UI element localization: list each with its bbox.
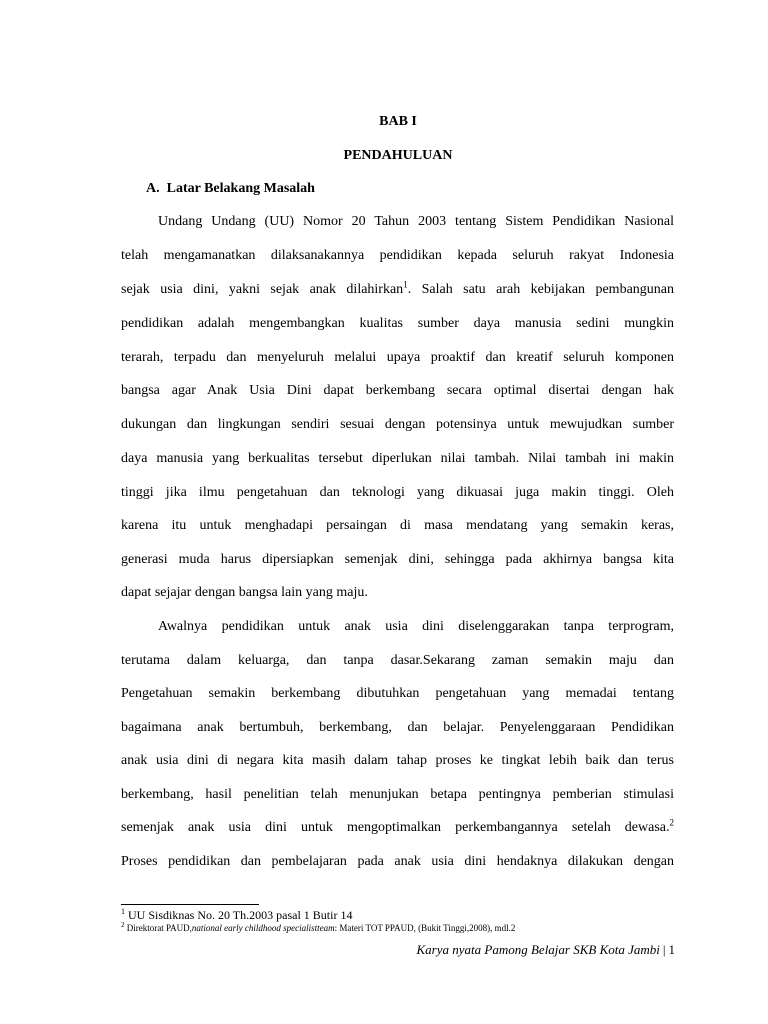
paragraph-line: bagaimana anak bertumbuh, berkembang, dan belajar. Penyelenggaraan Pendidikan [121, 720, 674, 735]
paragraph-line: dukungan dan lingkungan sendiri sesuai dengan potensinya untuk mewujudkan sumber [121, 417, 674, 432]
paragraph-line: Awalnya pendidikan untuk anak usia dini diselenggarakan tanpa terprogram, [158, 619, 674, 634]
page-number: 1 [668, 942, 675, 957]
footnote-1: $^1$ UU Sisdiknas No. 20 Th.2003 pasal 1 Butir 14 [121, 907, 353, 922]
paragraph-line: bangsa agar Anak Usia Dini dapat berkembang secara optimal disertai dengan hak [121, 383, 674, 398]
chapter-title: PENDAHULUAN [343, 148, 453, 163]
paragraph-line: Undang Undang (UU) Nomor 20 Tahun 2003 tentang Sistem Pendidikan Nasional [158, 214, 674, 229]
paragraph-line: tinggi jika ilmu pengetahuan dan teknologi yang dikuasai juga makin tinggi. Oleh [121, 485, 674, 500]
section-title: Latar Belakang Masalah [166, 181, 315, 196]
paragraph-line: karena itu untuk menghadapi persaingan di masa mendatang yang semakin keras, [121, 518, 674, 533]
footer-separator: | [662, 942, 666, 957]
paragraph-line: pendidikan adalah mengembangkan kualitas sumber daya manusia sedini mungkin [121, 316, 674, 331]
paragraph-line: sejak usia dini, yakni sejak anak dilahirkan$^1$. Salah satu arah kebijakan pembangunan [121, 279, 674, 297]
paragraph-line: terutama dalam keluarga, dan tanpa dasar.Sekarang zaman semakin maju dan [121, 653, 674, 668]
page-footer [417, 942, 675, 957]
paragraph-line: semenjak anak usia dini untuk mengoptimalkan perkembangannya setelah dewasa.$^2$ [121, 817, 674, 835]
paragraph-line: anak usia dini di negara kita masih dalam tahap proses ke tingkat lebih baik dan terus [121, 753, 674, 768]
footer-text: Karya nyata Pamong Belajar SKB Kota Jambi [416, 942, 660, 957]
paragraph-line: terarah, terpadu dan menyeluruh melalui upaya proaktif dan kreatif seluruh komponen [121, 350, 674, 365]
section-label: A. [146, 181, 160, 196]
section-heading [146, 181, 315, 197]
footnote-2: $^2$ Direktorat PAUD,national early childhood specialistteam: Materi TOT PPAUD, (Bukit Tinggi,2008), mdl.2 [121, 921, 516, 933]
paragraph-line: berkembang, hasil penelitian telah menunjukan betapa pentingnya pemberian stimulasi [121, 787, 674, 802]
paragraph-line: Pengetahuan semakin berkembang dibutuhkan pengetahuan yang memadai tentang [121, 686, 674, 701]
footnote-ref: 1 [403, 279, 408, 290]
footnote-separator [121, 904, 259, 905]
footnote-ref: 2 [669, 817, 674, 828]
paragraph-line: Proses pendidikan dan pembelajaran pada anak usia dini hendaknya dilakukan dengan [121, 854, 674, 869]
chapter-number: BAB I [379, 114, 417, 129]
paragraph-line: telah mengamanatkan dilaksanakannya pendidikan kepada seluruh rakyat Indonesia [121, 248, 674, 263]
paragraph-line: dapat sejajar dengan bangsa lain yang maju. [121, 585, 368, 600]
paragraph-line: generasi muda harus dipersiapkan semenjak dini, sehingga pada akhirnya bangsa kita [121, 552, 674, 567]
paragraph-line: daya manusia yang berkualitas tersebut diperlukan nilai tambah. Nilai tambah ini makin [121, 451, 674, 466]
